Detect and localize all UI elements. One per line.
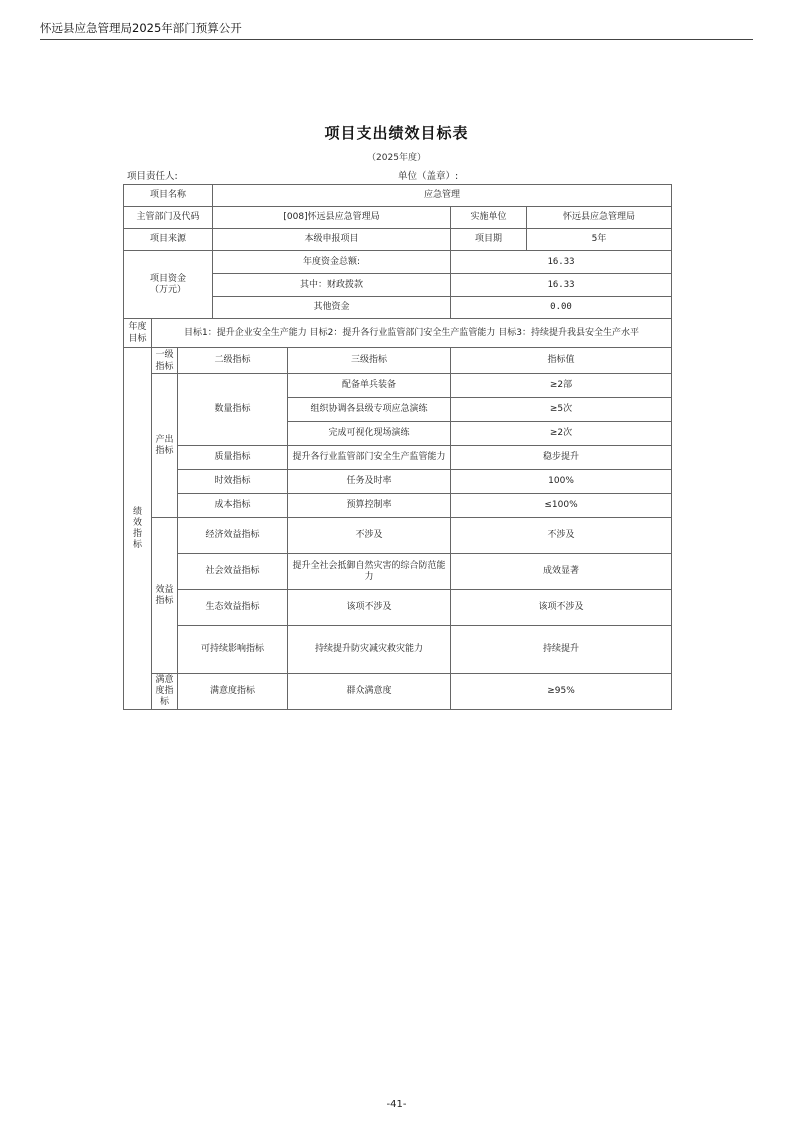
responsible-person-label: 项目责任人: — [127, 171, 178, 182]
project-period-value: 5年 — [527, 229, 672, 251]
row-timeliness — [124, 470, 672, 494]
project-name-label: 项目名称 — [124, 185, 213, 207]
satisfaction-level1-label: 满意 度指 标 — [152, 674, 178, 710]
indicator-value: 持续提升 — [451, 626, 672, 674]
indicator-value: ≥2次 — [451, 422, 672, 446]
department-label: 主管部门及代码 — [124, 207, 213, 229]
benefit-indicators-label: 效益 指标 — [152, 518, 178, 674]
row-department — [124, 207, 672, 229]
annual-total-label: 年度资金总额: — [213, 251, 451, 274]
quality-indicators-label: 质量指标 — [178, 446, 288, 470]
row-social — [124, 554, 672, 590]
indicator-value: 不涉及 — [451, 518, 672, 554]
indicator-name: 该项不涉及 — [288, 590, 451, 626]
indicator-name: 持续提升防灾减灾救灾能力 — [288, 626, 451, 674]
indicator-value: ≥95% — [451, 674, 672, 710]
row-source — [124, 229, 672, 251]
page-number: -41- — [386, 1099, 407, 1110]
quantity-indicators-label: 数量指标 — [178, 374, 288, 446]
ecological-benefit-label: 生态效益指标 — [178, 590, 288, 626]
indicator-name: 不涉及 — [288, 518, 451, 554]
project-name-value: 应急管理 — [213, 185, 672, 207]
project-source-label: 项目来源 — [124, 229, 213, 251]
indicator-value: 稳步提升 — [451, 446, 672, 470]
other-funds-label: 其他资金 — [213, 297, 451, 319]
row-economic — [124, 518, 672, 554]
level1-header: 一级 指标 — [152, 348, 178, 374]
indicator-value: ≥2部 — [451, 374, 672, 398]
project-period-label: 项目期 — [451, 229, 527, 251]
document-title: 项目支出绩效目标表 — [324, 124, 469, 142]
indicator-value: ≥5次 — [451, 398, 672, 422]
social-benefit-label: 社会效益指标 — [178, 554, 288, 590]
document-year: （2025年度） — [367, 153, 426, 163]
level3-header: 三级指标 — [288, 348, 451, 374]
indicator-value: ≤100% — [451, 494, 672, 518]
indicator-value: 成效显著 — [451, 554, 672, 590]
other-funds-value: 0.00 — [451, 297, 672, 319]
cost-indicators-label: 成本指标 — [178, 494, 288, 518]
economic-benefit-label: 经济效益指标 — [178, 518, 288, 554]
timeliness-indicators-label: 时效指标 — [178, 470, 288, 494]
header-rule — [40, 39, 753, 40]
fiscal-allocation-value: 16.33 — [451, 274, 672, 297]
department-value: [008]怀远县应急管理局 — [213, 207, 451, 229]
output-indicators-label: 产出 指标 — [152, 374, 178, 518]
row-ecological — [124, 590, 672, 626]
indicator-value-header: 指标值 — [451, 348, 672, 374]
indicator-name: 提升各行业监管部门安全生产监管能力 — [288, 446, 451, 470]
implementing-unit-value: 怀远县应急管理局 — [527, 207, 672, 229]
row-satisfaction — [124, 674, 672, 710]
indicator-name: 提升全社会抵御自然灾害的综合防范能力 — [288, 554, 451, 590]
row-cost — [124, 494, 672, 518]
project-funds-label: 项目资金 （万元） — [124, 251, 213, 319]
row-sustainability — [124, 626, 672, 674]
row-annual-goals — [124, 319, 672, 348]
row-quantity-1 — [124, 374, 672, 398]
row-indicator-header — [124, 348, 672, 374]
indicator-name: 完成可视化现场演练 — [288, 422, 451, 446]
row-quality — [124, 446, 672, 470]
performance-target-table — [123, 184, 672, 710]
unit-seal-label: 单位（盖章）: — [398, 171, 459, 182]
level2-header: 二级指标 — [178, 348, 288, 374]
sustainability-label: 可持续影响指标 — [178, 626, 288, 674]
implementing-unit-label: 实施单位 — [451, 207, 527, 229]
annual-total-value: 16.33 — [451, 251, 672, 274]
running-header: 怀远县应急管理局2025年部门预算公开 — [40, 21, 242, 35]
satisfaction-indicators-label: 满意度指标 — [178, 674, 288, 710]
indicator-name: 预算控制率 — [288, 494, 451, 518]
annual-goals-label: 年度 目标 — [124, 319, 152, 348]
row-project-name — [124, 185, 672, 207]
indicator-name: 任务及时率 — [288, 470, 451, 494]
indicator-name: 组织协调各县级专项应急演练 — [288, 398, 451, 422]
indicator-name: 配备单兵装备 — [288, 374, 451, 398]
row-funds-total — [124, 251, 672, 274]
performance-indicators-label: 绩 效 指 标 — [124, 348, 152, 710]
indicator-name: 群众满意度 — [288, 674, 451, 710]
project-source-value: 本级申报项目 — [213, 229, 451, 251]
indicator-value: 100% — [451, 470, 672, 494]
indicator-value: 该项不涉及 — [451, 590, 672, 626]
annual-goals-text: 目标1：提升企业安全生产能力 目标2：提升各行业监管部门安全生产监管能力 目标3：持续提升我县安全生产水平 — [152, 319, 672, 348]
fiscal-allocation-label: 其中：财政拨款 — [213, 274, 451, 297]
